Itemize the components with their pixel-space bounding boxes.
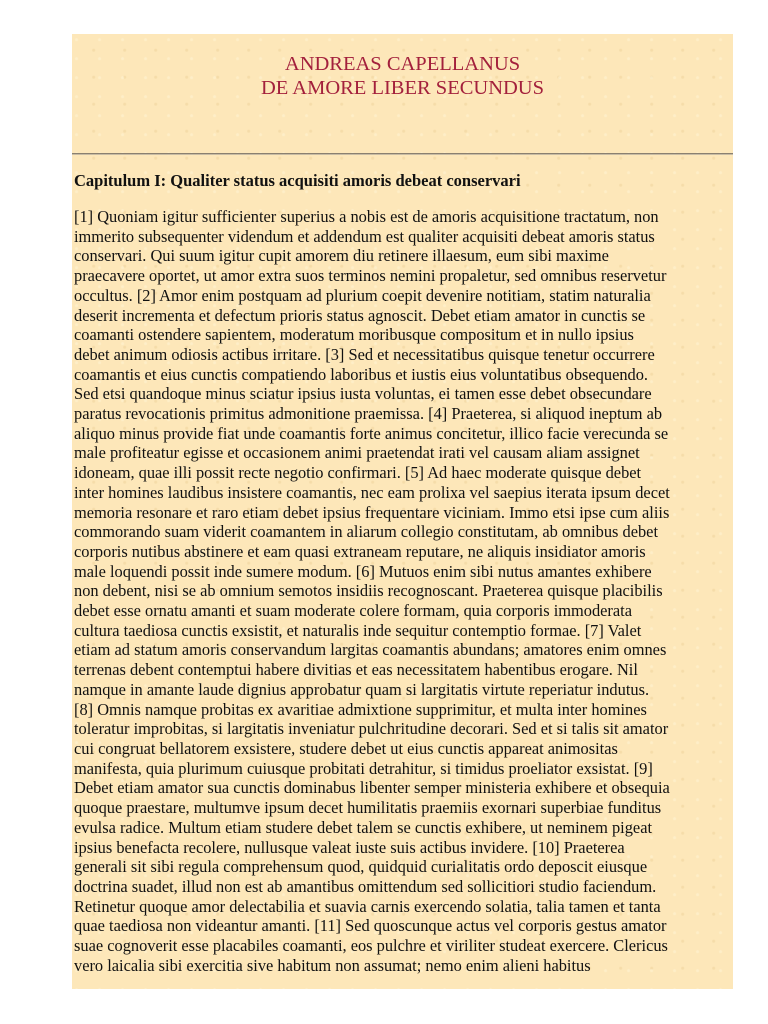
text-line: deserit incrementa et defectum prioris status agnoscit. Debet etiam amator in cunctis se xyxy=(74,305,646,325)
text-line: corporis nutibus abstinere et eam quasi extraneam reputare, ne aliquis insidiator amoris xyxy=(74,541,646,561)
text-line: idoneam, quae illi possit recte negotio confirmari. [5] Ad haec moderate quisque debet xyxy=(74,463,642,483)
text-line: suae cognoverit esse placabiles coamanti, eos pulchre et viriliter studeat exercere. Clericus xyxy=(74,936,668,956)
text-line: terrenas debent contemptui habere divitias et eas necessitatem habentibus erogare. Nil xyxy=(74,660,638,680)
text-line: manifesta, quia plurimum cuiusque probitati detrahitur, si timidus proeliator exsistat. [9] xyxy=(74,758,653,778)
text-line: inter homines laudibus insistere coamantis, nec eam prolixa vel saepius iterata ipsum decet xyxy=(74,482,670,502)
text-line: occultus. [2] Amor enim postquam ad plurium coepit devenire notitiam, statim naturalia xyxy=(74,285,651,305)
text-line: Retinetur quoque amor delectabilia et suavia carnis exercendo solatia, talia tamen et tanta xyxy=(74,896,661,916)
text-line: memoria resonare et raro etiam debet ipsius frequentare viciniam. Immo etsi ipse cum aliis xyxy=(74,502,670,522)
text-line: coamantis et eius cunctis compatiendo laboribus et iustis eius voluntatibus obsequendo. xyxy=(74,364,649,384)
text-line: male profiteatur egisse et occasionem animi praetendat irati vel causam aliam assignet xyxy=(74,443,640,463)
text-line: doctrina suadet, illud non est ab amantibus omittendum sed sollicitiori studio faciendum. xyxy=(74,876,657,896)
text-line: vero laicalia sibi exercitia sive habitum non assumat; nemo enim alieni habitus xyxy=(74,955,591,975)
text-line: [1] Quoniam igitur sufficienter superius a nobis est de amoris acquisitione tractatum, non xyxy=(74,207,659,226)
text-line: debet esse ornatu amanti et suam moderate colere formam, quia corporis immoderata xyxy=(74,601,632,621)
chapter-heading: Capitulum I: Qualiter status acquisiti amoris debeat conservari xyxy=(74,171,521,190)
title-work: DE AMORE LIBER SECUNDUS xyxy=(260,77,545,99)
text-line: aliquo minus provide fiat unde coamantis forte animus concitetur, illico facie verecunda se xyxy=(74,423,669,443)
text-line: [8] Omnis namque probitas ex avaritiae admixtione supprimitur, et multa inter homines xyxy=(74,699,647,719)
text-line: paratus revocationis primitus admonitione praemissa. [4] Praeterea, si aliquod ineptum ab xyxy=(74,404,663,424)
horizontal-rule xyxy=(72,153,733,155)
text-line: cultura taediosa cunctis exsistit, et naturalis inde sequitur contemptio formae. [7] Valet xyxy=(74,620,642,640)
text-line: quae taediosa non videantur amanti. [11] Sed quoscunque actus vel corporis gestus amator xyxy=(74,916,667,936)
title-author: ANDREAS CAPELLANUS xyxy=(284,53,521,75)
text-line: debet animum odiosis actibus irritare. [3] Sed et necessitatibus quisque tenetur occurrere xyxy=(74,344,655,364)
text-line: coamanti ostendere sapientem, moderatum moribusque compositum et in nullo ipsius xyxy=(74,325,634,345)
text-line: generali sit sibi regula comprehensum quod, quidquid curialitatis ordo deposcit eiusque xyxy=(74,857,648,877)
text-line: quoque praestare, multumve ipsum decet humilitatis praemiis exornari superbiae funditus xyxy=(74,798,662,818)
text-line: Sed etsi quandoque minus sciatur ipsius iusta voluntas, ei tamen esse debet obsecundare xyxy=(74,384,652,404)
text-line: conservari. Qui suum igitur cupit amorem diu retinere illaesum, eum sibi maxime xyxy=(74,246,609,266)
text-line: namque in amante laude dignius approbatur quam si largitatis virtute reperiatur indutus. xyxy=(74,679,650,699)
text-line: non debent, nisi se ab omnium semotos insidiis recognoscant. Praeterea quisque placibilis xyxy=(74,581,663,601)
text-line: etiam ad statum amoris conservandum largitas coamantis abundans; amatores enim omnes xyxy=(74,640,667,660)
document-page xyxy=(72,34,733,989)
text-line: evulsa radice. Multum etiam studere debet talem se cunctis exhibere, ut neminem pigeat xyxy=(74,817,653,837)
text-line: Debet etiam amator sua cunctis dominabus libenter semper ministeria exhibere et obsequia xyxy=(74,778,670,798)
text-line: immerito subsequenter videndum et addendum est qualiter acquisiti debeat amoris status xyxy=(74,226,655,246)
text-line: toleratur improbitas, si largitatis inveniatur pulchritudine decorari. Sed et si talis sit amator xyxy=(74,719,669,739)
text-line: male loquendi possit inde sumere modum. [6] Mutuos enim sibi nutus amantes exhibere xyxy=(74,561,652,581)
document-title xyxy=(72,52,733,100)
text-line: ipsius benefacta recolere, nullusque valeat iuste suis actibus invidere. [10] Praeterea xyxy=(74,837,625,857)
body-text xyxy=(74,207,670,975)
text-line: commorando suam viderit coamantem in aliarum collegio constitutam, ab omnibus debet xyxy=(74,522,658,542)
text-line: praecavere oportet, ut amor extra suos terminos nemini propaletur, sed omnibus reservetur xyxy=(74,266,667,286)
text-line: cui congruat bellatorem exsistere, studere debet ut eius cunctis appareat animositas xyxy=(74,738,618,758)
